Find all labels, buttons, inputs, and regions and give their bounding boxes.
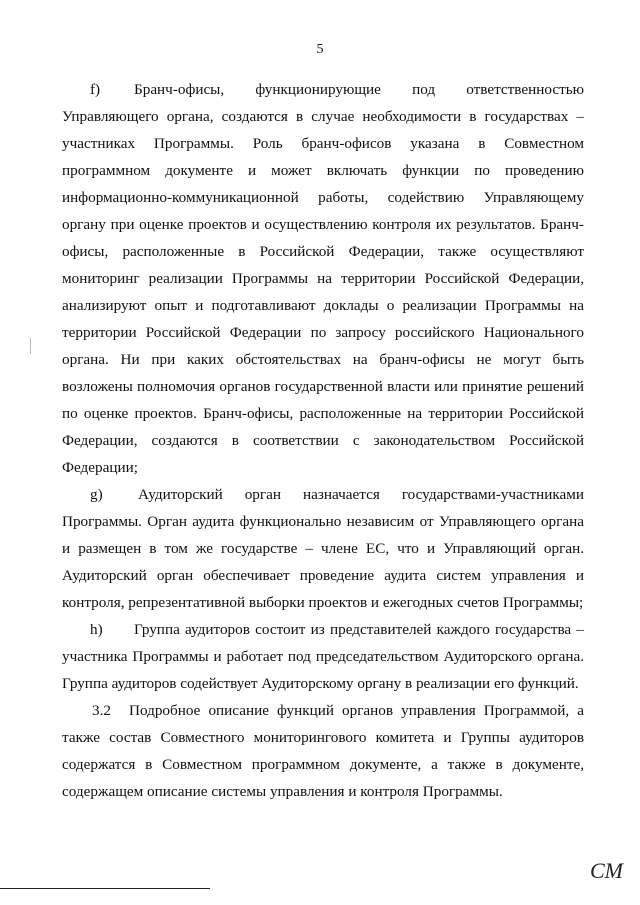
paragraph-h — [62, 616, 584, 697]
margin-mark — [30, 338, 31, 354]
paragraph-g — [62, 481, 584, 616]
item-label-h: h) — [90, 621, 103, 638]
item-text-f: Бранч-офисы, функционирующие под ответственностью Управляющего органа, создаются в случае необходимости в государствах – участниках Программы. Роль бранч-офисов указана в Совместном программном документе и может включать функции по проведению информационно-коммуникационной работы, содействию Управляющему органу при оценке проектов и осуществлению контроля их результатов. Бранч-офисы, расположенные в Российской Федерации, также осуществляют мониторинг реализации Программы на территории Российской Федерации, анализируют опыт и подготавливают доклады о реализации Программы на территории Российской Федерации по запросу российского Национального органа. Ни при каких обстоятельствах на бранч-офисы не могут быть возложены полномочия органов государственной власти или принятие решений по оценке проектов. Бранч-офисы, расположенные на территории Российской Федерации, создаются в соответствии с законодательством Российской Федерации; — [62, 81, 584, 476]
paragraph-f — [62, 76, 584, 481]
item-text-h: Группа аудиторов состоит из представителей каждого государства – участника Программы и работает под председательством Аудиторского органа. Группа аудиторов содействует Аудиторскому органу в реализации его функций. — [62, 621, 584, 692]
section-text: Подробное описание функций органов управления Программой, а также состав Совместного мониторингового комитета и Группы аудиторов содержатся в Совместном программном документе, а также в документе, содержащем описание системы управления и контроля Программы. — [62, 702, 584, 800]
footer-rule — [0, 888, 210, 889]
section-number: 3.2 — [92, 702, 111, 719]
page-number: 5 — [316, 42, 324, 57]
item-label-g: g) — [90, 486, 103, 503]
section-paragraph — [62, 697, 584, 805]
document-body — [62, 76, 584, 805]
item-label-f: f) — [90, 81, 101, 98]
item-text-g: Аудиторский орган назначается государствами-участниками Программы. Орган аудита функционально независим от Управляющего органа и размещен в том же государстве – члене ЕС, что и Управляющий орган. Аудиторский орган обеспечивает проведение аудита систем управления и контроля, репрезентативной выборки проектов и ежегодных счетов Программы; — [62, 486, 584, 611]
handwritten-initials: СМ — [590, 858, 623, 883]
